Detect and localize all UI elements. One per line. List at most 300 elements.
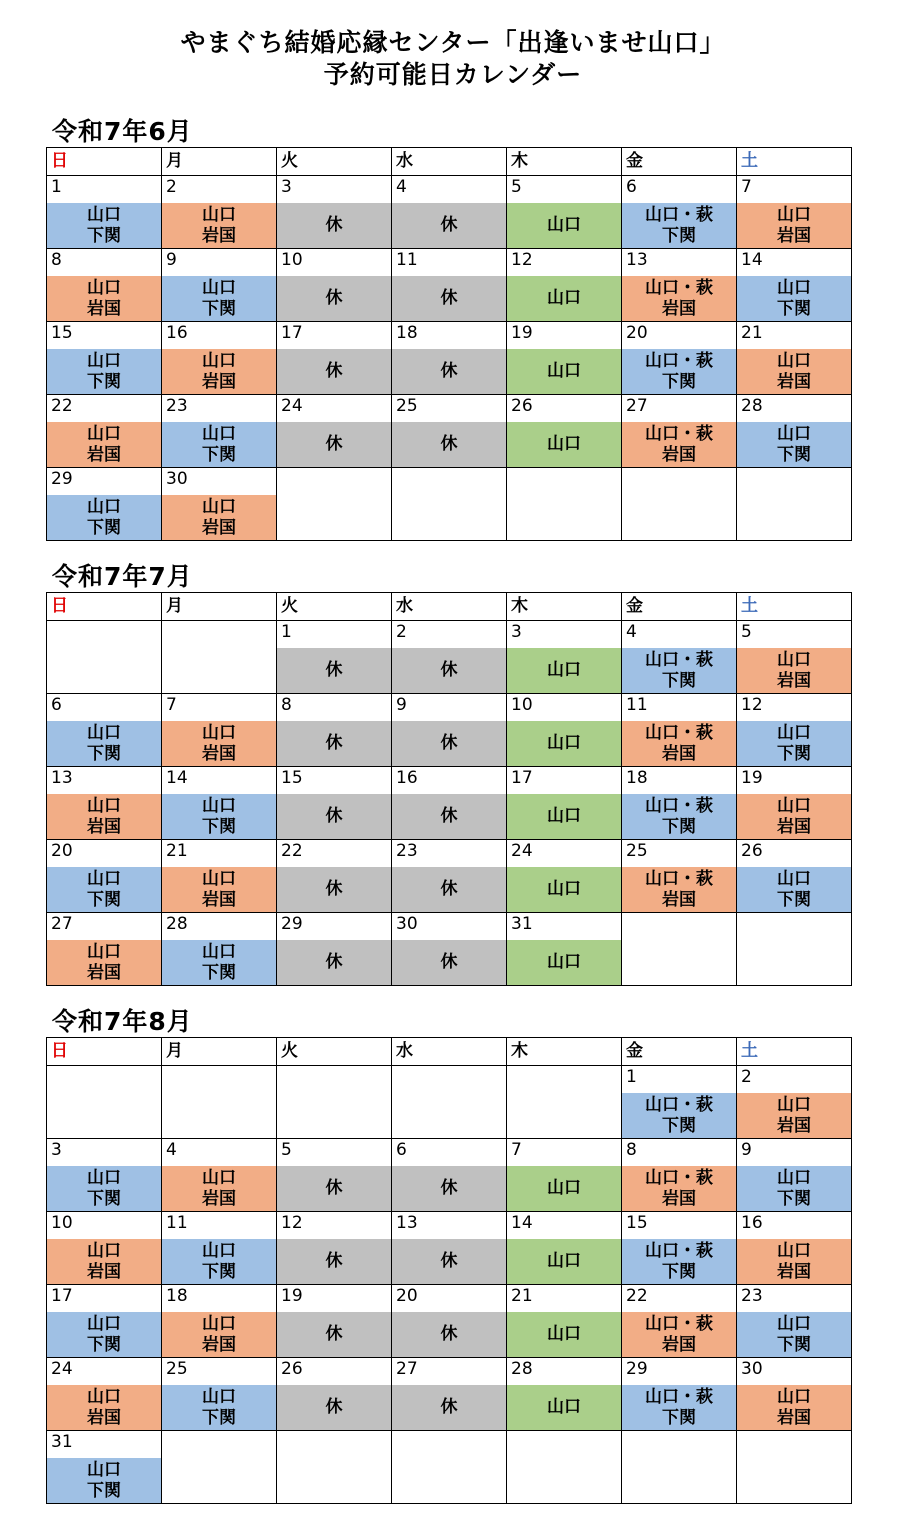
availability-slot — [622, 794, 736, 839]
day-number: 10 — [51, 1213, 73, 1233]
day-cell — [47, 1285, 162, 1358]
day-cell — [507, 621, 622, 694]
empty-cell — [162, 1431, 277, 1504]
slot-label: 山口 — [547, 434, 581, 454]
day-cell — [392, 322, 507, 395]
calendar-table — [46, 147, 852, 541]
day-cell — [392, 1139, 507, 1212]
day-cell — [392, 1285, 507, 1358]
slot-label: 下関 — [87, 517, 121, 538]
slot-label: 山口 — [87, 1459, 121, 1480]
day-cell — [47, 176, 162, 249]
day-cell — [162, 694, 277, 767]
day-number: 28 — [166, 914, 188, 934]
day-number: 24 — [511, 841, 533, 861]
slot-label: 山口 — [777, 1240, 811, 1261]
day-cell — [507, 840, 622, 913]
slot-label: 山口 — [202, 722, 236, 743]
slot-label: 山口 — [777, 1094, 811, 1115]
day-number: 22 — [626, 1286, 648, 1306]
slot-label: 下関 — [662, 1115, 696, 1136]
day-number: 24 — [281, 396, 303, 416]
weekday-header: 金 — [622, 148, 737, 176]
day-number: 4 — [626, 622, 637, 642]
weekday-header: 木 — [507, 148, 622, 176]
slot-label: 山口 — [87, 795, 121, 816]
day-number: 21 — [741, 323, 763, 343]
slot-label: 岩国 — [662, 1188, 696, 1209]
availability-slot — [277, 794, 391, 839]
day-number: 7 — [741, 177, 752, 197]
availability-slot — [47, 276, 161, 321]
month-title: 令和7年8月 — [52, 1007, 193, 1036]
day-cell — [622, 395, 737, 468]
availability-slot — [622, 867, 736, 912]
weekday-header: 火 — [277, 148, 392, 176]
slot-label: 山口 — [87, 1167, 121, 1188]
day-cell — [162, 395, 277, 468]
slot-label: 下関 — [87, 1334, 121, 1355]
availability-slot — [737, 1093, 851, 1138]
day-number: 17 — [511, 768, 533, 788]
week-row — [47, 1212, 852, 1285]
availability-slot — [392, 349, 506, 394]
day-cell — [47, 1139, 162, 1212]
availability-slot — [622, 276, 736, 321]
availability-slot — [622, 1093, 736, 1138]
slot-label: 山口 — [777, 1167, 811, 1188]
availability-slot — [737, 794, 851, 839]
slot-label: 山口・萩 — [645, 423, 713, 444]
day-cell — [47, 913, 162, 986]
slot-label: 休 — [325, 806, 343, 826]
day-cell — [162, 840, 277, 913]
availability-slot — [737, 721, 851, 766]
weekday-header: 火 — [277, 1038, 392, 1066]
slot-label: 休 — [325, 879, 343, 899]
availability-slot — [277, 349, 391, 394]
day-number: 8 — [51, 250, 62, 270]
availability-slot — [277, 940, 391, 985]
week-row — [47, 694, 852, 767]
week-row — [47, 840, 852, 913]
availability-slot — [507, 276, 621, 321]
slot-label: 休 — [325, 1324, 343, 1344]
day-number: 26 — [281, 1359, 303, 1379]
slot-label: 下関 — [87, 743, 121, 764]
day-number: 12 — [281, 1213, 303, 1233]
availability-slot — [162, 721, 276, 766]
slot-label: 下関 — [662, 670, 696, 691]
day-cell — [507, 1139, 622, 1212]
day-number: 15 — [51, 323, 73, 343]
slot-label: 岩国 — [87, 444, 121, 465]
slot-label: 休 — [440, 361, 458, 381]
day-cell — [507, 913, 622, 986]
day-number: 17 — [51, 1286, 73, 1306]
availability-slot — [507, 867, 621, 912]
week-row — [47, 621, 852, 694]
day-number: 18 — [396, 323, 418, 343]
weekday-header: 土 — [737, 593, 852, 621]
day-number: 11 — [396, 250, 418, 270]
day-cell — [277, 621, 392, 694]
availability-slot — [507, 940, 621, 985]
availability-slot — [622, 1239, 736, 1284]
slot-label: 岩国 — [202, 1334, 236, 1355]
day-cell — [737, 840, 852, 913]
day-number: 30 — [166, 469, 188, 489]
slot-label: 山口・萩 — [645, 649, 713, 670]
day-number: 23 — [741, 1286, 763, 1306]
day-cell — [507, 249, 622, 322]
availability-slot — [47, 349, 161, 394]
day-number: 31 — [511, 914, 533, 934]
slot-label: 山口 — [547, 1251, 581, 1271]
day-cell — [162, 176, 277, 249]
slot-label: 岩国 — [202, 371, 236, 392]
day-cell — [47, 249, 162, 322]
day-cell — [507, 322, 622, 395]
slot-label: 下関 — [662, 225, 696, 246]
day-cell — [737, 767, 852, 840]
day-cell — [392, 840, 507, 913]
day-cell — [737, 395, 852, 468]
slot-label: 下関 — [777, 444, 811, 465]
availability-slot — [507, 648, 621, 693]
slot-label: 山口 — [547, 952, 581, 972]
availability-slot — [277, 276, 391, 321]
empty-cell — [392, 1066, 507, 1139]
availability-slot — [277, 1385, 391, 1430]
day-number: 14 — [166, 768, 188, 788]
day-cell — [162, 1139, 277, 1212]
day-number: 23 — [166, 396, 188, 416]
availability-slot — [392, 1166, 506, 1211]
day-cell — [737, 1285, 852, 1358]
slot-label: 休 — [440, 1397, 458, 1417]
slot-label: 山口・萩 — [645, 868, 713, 889]
slot-label: 下関 — [202, 962, 236, 983]
day-number: 3 — [51, 1140, 62, 1160]
slot-label: 休 — [325, 1251, 343, 1271]
availability-slot — [277, 867, 391, 912]
day-number: 11 — [166, 1213, 188, 1233]
weekday-header: 日 — [47, 148, 162, 176]
day-cell — [47, 694, 162, 767]
slot-label: 岩国 — [202, 1188, 236, 1209]
slot-label: 山口 — [202, 795, 236, 816]
slot-label: 山口・萩 — [645, 1386, 713, 1407]
day-cell — [392, 913, 507, 986]
day-cell — [47, 395, 162, 468]
slot-label: 休 — [325, 288, 343, 308]
availability-slot — [737, 1239, 851, 1284]
availability-slot — [392, 794, 506, 839]
weekday-header: 日 — [47, 593, 162, 621]
weekday-header: 水 — [392, 593, 507, 621]
availability-slot — [277, 1312, 391, 1357]
day-number: 15 — [626, 1213, 648, 1233]
slot-label: 休 — [325, 1178, 343, 1198]
day-number: 25 — [396, 396, 418, 416]
day-cell — [277, 1212, 392, 1285]
slot-label: 休 — [325, 1397, 343, 1417]
weekday-header: 月 — [162, 1038, 277, 1066]
availability-slot — [277, 422, 391, 467]
availability-slot — [162, 349, 276, 394]
slot-label: 休 — [440, 952, 458, 972]
weekday-header: 金 — [622, 593, 737, 621]
day-number: 12 — [741, 695, 763, 715]
empty-cell — [622, 1431, 737, 1504]
day-number: 4 — [166, 1140, 177, 1160]
week-row — [47, 913, 852, 986]
empty-cell — [622, 468, 737, 541]
day-number: 27 — [396, 1359, 418, 1379]
day-cell — [392, 249, 507, 322]
day-number: 28 — [511, 1359, 533, 1379]
day-cell — [622, 1139, 737, 1212]
availability-slot — [737, 1166, 851, 1211]
day-cell — [622, 249, 737, 322]
slot-label: 山口 — [202, 496, 236, 517]
slot-label: 山口 — [202, 1240, 236, 1261]
day-cell — [737, 621, 852, 694]
day-number: 5 — [511, 177, 522, 197]
slot-label: 山口 — [547, 806, 581, 826]
day-number: 11 — [626, 695, 648, 715]
availability-slot — [507, 422, 621, 467]
slot-label: 岩国 — [777, 1115, 811, 1136]
availability-slot — [507, 1385, 621, 1430]
day-cell — [737, 176, 852, 249]
day-number: 22 — [51, 396, 73, 416]
availability-slot — [622, 1166, 736, 1211]
availability-slot — [392, 721, 506, 766]
day-cell — [507, 694, 622, 767]
slot-label: 下関 — [777, 298, 811, 319]
slot-label: 山口・萩 — [645, 350, 713, 371]
slot-label: 岩国 — [777, 371, 811, 392]
slot-label: 山口・萩 — [645, 722, 713, 743]
weekday-header: 水 — [392, 148, 507, 176]
slot-label: 山口 — [87, 1240, 121, 1261]
availability-slot — [737, 1312, 851, 1357]
day-number: 5 — [281, 1140, 292, 1160]
availability-slot — [162, 1239, 276, 1284]
slot-label: 岩国 — [87, 298, 121, 319]
day-number: 28 — [741, 396, 763, 416]
day-number: 29 — [626, 1359, 648, 1379]
availability-slot — [392, 648, 506, 693]
slot-label: 山口・萩 — [645, 277, 713, 298]
availability-slot — [507, 1166, 621, 1211]
empty-cell — [507, 1066, 622, 1139]
slot-label: 下関 — [202, 816, 236, 837]
slot-label: 山口 — [87, 1386, 121, 1407]
day-number: 19 — [281, 1286, 303, 1306]
slot-label: 山口 — [202, 1386, 236, 1407]
day-cell — [277, 913, 392, 986]
slot-label: 休 — [440, 215, 458, 235]
day-number: 9 — [166, 250, 177, 270]
slot-label: 休 — [440, 806, 458, 826]
weekday-header: 月 — [162, 593, 277, 621]
day-cell — [622, 322, 737, 395]
day-number: 30 — [396, 914, 418, 934]
day-number: 6 — [396, 1140, 407, 1160]
slot-label: 山口・萩 — [645, 1167, 713, 1188]
day-number: 1 — [51, 177, 62, 197]
slot-label: 山口 — [547, 1324, 581, 1344]
slot-label: 山口 — [87, 277, 121, 298]
slot-label: 山口 — [547, 215, 581, 235]
day-cell — [277, 249, 392, 322]
day-cell — [622, 1285, 737, 1358]
week-row — [47, 468, 852, 541]
slot-label: 山口 — [547, 288, 581, 308]
day-number: 26 — [511, 396, 533, 416]
slot-label: 岩国 — [777, 225, 811, 246]
slot-label: 山口・萩 — [645, 1240, 713, 1261]
slot-label: 休 — [440, 733, 458, 753]
slot-label: 休 — [325, 434, 343, 454]
availability-slot — [622, 422, 736, 467]
weekday-header: 金 — [622, 1038, 737, 1066]
availability-slot — [392, 940, 506, 985]
availability-slot — [392, 1312, 506, 1357]
slot-label: 下関 — [777, 1188, 811, 1209]
day-number: 8 — [626, 1140, 637, 1160]
empty-cell — [737, 1431, 852, 1504]
slot-label: 山口・萩 — [645, 204, 713, 225]
day-number: 26 — [741, 841, 763, 861]
weekday-header: 土 — [737, 1038, 852, 1066]
slot-label: 山口 — [547, 361, 581, 381]
slot-label: 山口 — [202, 868, 236, 889]
day-cell — [622, 1066, 737, 1139]
slot-label: 岩国 — [662, 444, 696, 465]
day-cell — [622, 1358, 737, 1431]
day-number: 3 — [511, 622, 522, 642]
slot-label: 下関 — [87, 1480, 121, 1501]
day-cell — [47, 840, 162, 913]
page-subtitle: 予約可能日カレンダー — [323, 60, 583, 89]
day-cell — [392, 694, 507, 767]
availability-slot — [392, 276, 506, 321]
empty-cell — [737, 468, 852, 541]
empty-cell — [162, 621, 277, 694]
weekday-header: 火 — [277, 593, 392, 621]
empty-cell — [392, 1431, 507, 1504]
slot-label: 岩国 — [777, 670, 811, 691]
day-number: 19 — [511, 323, 533, 343]
slot-label: 岩国 — [202, 889, 236, 910]
day-cell — [392, 621, 507, 694]
day-number: 10 — [511, 695, 533, 715]
slot-label: 岩国 — [202, 743, 236, 764]
slot-label: 下関 — [87, 1188, 121, 1209]
weekday-header: 日 — [47, 1038, 162, 1066]
slot-label: 山口 — [777, 1386, 811, 1407]
availability-slot — [162, 203, 276, 248]
day-number: 13 — [51, 768, 73, 788]
day-cell — [392, 176, 507, 249]
weekday-header: 月 — [162, 148, 277, 176]
availability-slot — [392, 422, 506, 467]
day-cell — [47, 1431, 162, 1504]
slot-label: 岩国 — [777, 816, 811, 837]
day-cell — [507, 176, 622, 249]
day-number: 29 — [281, 914, 303, 934]
slot-label: 下関 — [777, 743, 811, 764]
slot-label: 山口 — [202, 277, 236, 298]
slot-label: 山口 — [202, 350, 236, 371]
slot-label: 山口 — [202, 204, 236, 225]
day-cell — [47, 767, 162, 840]
day-number: 16 — [396, 768, 418, 788]
week-row — [47, 767, 852, 840]
slot-label: 岩国 — [777, 1261, 811, 1282]
availability-slot — [47, 721, 161, 766]
availability-slot — [507, 349, 621, 394]
weekday-header: 水 — [392, 1038, 507, 1066]
slot-label: 山口 — [87, 868, 121, 889]
availability-slot — [47, 203, 161, 248]
slot-label: 山口 — [777, 722, 811, 743]
slot-label: 山口・萩 — [645, 1313, 713, 1334]
slot-label: 下関 — [202, 444, 236, 465]
slot-label: 下関 — [202, 1261, 236, 1282]
day-cell — [162, 249, 277, 322]
week-row — [47, 1285, 852, 1358]
empty-cell — [277, 468, 392, 541]
availability-slot — [162, 940, 276, 985]
day-cell — [47, 1358, 162, 1431]
day-cell — [392, 1212, 507, 1285]
availability-slot — [737, 276, 851, 321]
empty-cell — [162, 1066, 277, 1139]
day-cell — [47, 468, 162, 541]
week-row — [47, 395, 852, 468]
availability-slot — [47, 867, 161, 912]
day-number: 27 — [626, 396, 648, 416]
week-row — [47, 249, 852, 322]
availability-slot — [622, 648, 736, 693]
slot-label: 休 — [440, 1251, 458, 1271]
day-cell — [47, 322, 162, 395]
slot-label: 下関 — [87, 225, 121, 246]
weekday-header-row — [47, 148, 852, 176]
week-row — [47, 1431, 852, 1504]
day-cell — [277, 322, 392, 395]
day-cell — [277, 1358, 392, 1431]
page-title: やまぐち結婚応縁センター「出逢いませ山口」 — [180, 28, 726, 57]
slot-label: 下関 — [662, 371, 696, 392]
availability-slot — [622, 349, 736, 394]
slot-label: 山口 — [547, 1178, 581, 1198]
availability-slot — [162, 495, 276, 540]
slot-label: 休 — [440, 434, 458, 454]
availability-slot — [392, 1239, 506, 1284]
day-cell — [162, 322, 277, 395]
availability-slot — [622, 721, 736, 766]
day-cell — [622, 1212, 737, 1285]
slot-label: 休 — [325, 361, 343, 381]
availability-slot — [737, 349, 851, 394]
empty-cell — [392, 468, 507, 541]
